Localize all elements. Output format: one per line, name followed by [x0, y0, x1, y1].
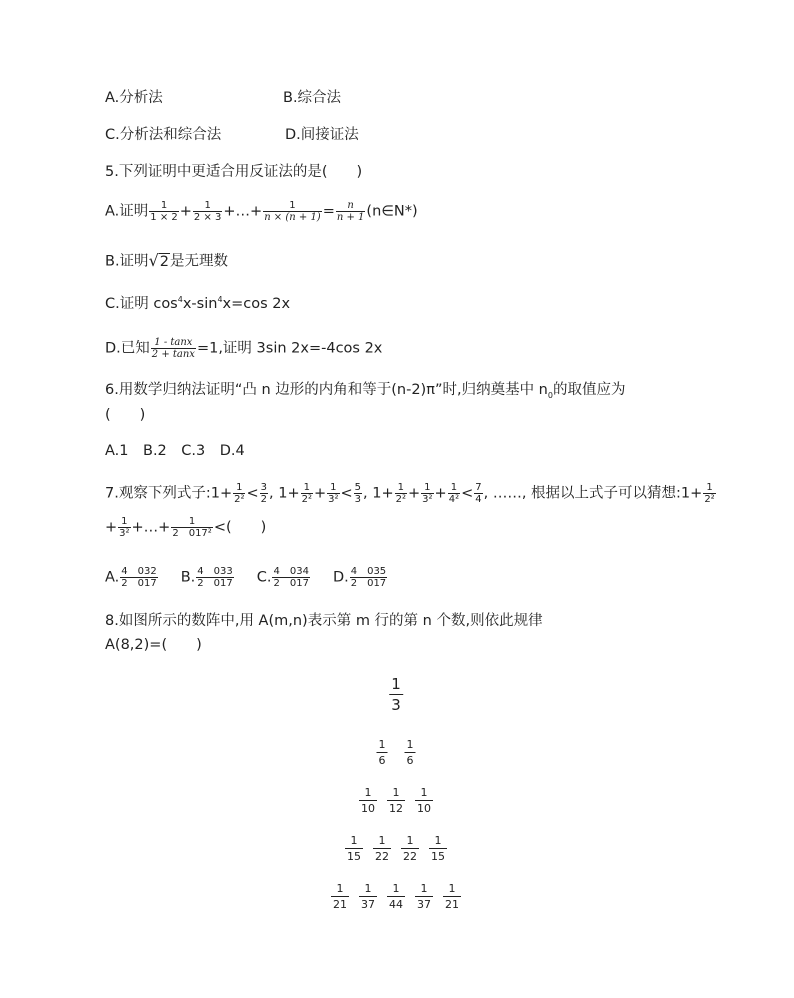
fraction-numerator: 1: [350, 834, 358, 847]
q5-option-c: [105, 295, 290, 313]
q5-option-a: [105, 200, 418, 223]
q7-e2-rhs: $\frac{5}{3}$: [354, 482, 362, 505]
q4-option-c: C.分析法和综合法: [105, 127, 222, 143]
q7-d-frac: $\frac{4 035}{2 017}$: [350, 566, 387, 589]
q7-prefix: 7.观察下列式子:1+: [105, 485, 233, 502]
q5-c-mid: x-sin: [182, 296, 218, 312]
q7-line2: [105, 516, 266, 539]
q5-b-tail: 是无理数: [170, 253, 228, 270]
q7-l2-mid: +…+: [131, 519, 171, 536]
q5-b-prefix: B.证明: [105, 253, 149, 270]
fraction-denominator: 37: [361, 898, 375, 911]
triangle-fraction: [429, 834, 447, 863]
q7-e2-plus: +: [313, 485, 327, 502]
sqrt-symbol: √2: [148, 251, 169, 270]
fraction-numerator: 1: [434, 834, 442, 847]
q5-a-tail: (n∈N*): [366, 203, 418, 220]
q4-option-b: B.综合法: [283, 90, 342, 106]
q8-stem: 8.如图所示的数阵中,用 A(m,n)表示第 m 行的第 n 个数,则依此规律: [105, 613, 543, 629]
fraction-denominator: 21: [445, 898, 459, 911]
q5-c-prefix: C.证明 cos: [105, 296, 178, 312]
q6-subscript: 0: [547, 390, 553, 400]
q5-a-eq: =: [322, 203, 335, 220]
fraction-numerator: 1: [391, 675, 401, 693]
q7-a-frac: $\frac{4 032}{2 017}$: [121, 566, 157, 589]
fraction-denominator: 44: [389, 898, 403, 911]
fraction-numerator: 1: [378, 738, 386, 751]
q7-l2-frac1: $\frac{1}{\text{3²}}$: [119, 516, 130, 539]
fraction-denominator: 22: [375, 850, 389, 863]
fraction-numerator: 1: [448, 882, 456, 895]
fraction-denominator: 10: [361, 802, 375, 815]
q6-options: A.1 B.2 C.3 D.4: [105, 443, 245, 459]
fraction-denominator: 12: [389, 802, 403, 815]
triangle-fraction: [359, 786, 377, 815]
q5-a-plus: +: [179, 203, 192, 220]
q5-a-mid: +…+: [223, 203, 263, 220]
triangle-fraction: [443, 882, 461, 911]
q7-e3-rhs: $\frac{7}{4}$: [475, 482, 482, 505]
triangle-fraction: [401, 834, 419, 863]
fraction-denominator: 22: [403, 850, 417, 863]
q5-a-frac1: $\frac{1}{1 \times 2}$: [150, 200, 178, 223]
q5-d-tail: =1,证明 3sin 2x=-4cos 2x: [196, 340, 383, 357]
q6-stem-text: 6.用数学归纳法证明“凸 n 边形的内角和等于(n-2)π”时,归纳奠基中 n: [105, 382, 548, 398]
q7-a-label: A.: [105, 569, 120, 586]
q4-option-a: A.分析法: [105, 90, 163, 106]
fraction-denominator: 37: [417, 898, 431, 911]
q7-sep1: , 1+: [269, 485, 300, 502]
triangle-fraction: [387, 786, 405, 815]
triangle-fraction: [405, 738, 416, 767]
q7-t-frac: $\frac{1}{\text{2²}}$: [704, 482, 715, 505]
fraction-denominator: 15: [347, 850, 361, 863]
fraction-denominator: 6: [378, 754, 386, 767]
triangle-fraction: [359, 882, 377, 911]
fraction-denominator: 21: [333, 898, 347, 911]
q7-l2-plus: +: [105, 519, 118, 536]
q7-l2-tail: <( ): [213, 519, 267, 536]
q4-option-d: D.间接证法: [285, 127, 359, 143]
q7-e3-lt: <: [461, 485, 474, 502]
q6-answer-paren: ( ): [105, 407, 146, 423]
q5-c-tail: x=cos 2x: [222, 296, 291, 312]
q6-stem-tail: 的取值应为: [552, 382, 626, 398]
q7-e3-frac1: $\frac{1}{\text{2²}}$: [395, 482, 407, 505]
q7-e1-lt: <: [246, 485, 259, 502]
q7-d-label: D.: [332, 569, 349, 586]
q5-stem: 5.下列证明中更适合用反证法的是( ): [105, 164, 363, 180]
q7-e3-plus2: +: [434, 485, 447, 502]
fraction-numerator: 1: [406, 738, 414, 751]
fraction-numerator: 1: [364, 786, 372, 799]
q8-stem-2: A(8,2)=( ): [105, 637, 202, 653]
triangle-fraction: [345, 834, 363, 863]
triangle-fraction: [415, 786, 433, 815]
triangle-fraction: [373, 834, 391, 863]
q5-a-frac4: $\frac{n}{n + 1}$: [336, 200, 365, 223]
q5-option-d: [105, 337, 382, 360]
fraction-numerator: 1: [364, 882, 372, 895]
fraction-numerator: 1: [420, 786, 428, 799]
q6-stem: [105, 381, 625, 399]
q7-e1-rhs: $\frac{3}{2}$: [260, 482, 268, 505]
q7-e2-frac2: $\frac{1}{\text{3²}}$: [328, 482, 339, 505]
fraction-numerator: 1: [392, 882, 400, 895]
triangle-fraction: [389, 675, 403, 714]
fraction-numerator: 1: [420, 882, 428, 895]
q7-e2-frac1: $\frac{1}{\text{2²}}$: [301, 482, 312, 505]
q7-e1-frac: $\frac{1}{\text{2²}}$: [234, 482, 245, 505]
triangle-fraction: [387, 882, 405, 911]
fraction-numerator: 1: [336, 882, 344, 895]
q5-a-prefix: A.证明: [105, 203, 149, 220]
q7-tail: , ……, 根据以上式子可以猜想:1+: [483, 485, 703, 502]
q7-line1: [105, 482, 717, 505]
q5-c-exp2: 4: [217, 295, 223, 305]
q7-options: [105, 566, 388, 589]
q7-e3-frac3: $\frac{1}{\text{4²}}$: [448, 482, 460, 505]
q7-sep2: , 1+: [363, 485, 394, 502]
q5-d-prefix: D.已知: [105, 340, 150, 357]
q7-l2-frac2: $\frac{1}{\text{2 017²}}$: [172, 516, 212, 539]
fraction-denominator: 10: [417, 802, 431, 815]
fraction-denominator: 15: [431, 850, 445, 863]
q5-a-frac3: $\frac{1}{n \times (n + 1)}$: [264, 200, 321, 223]
q7-c-label: C.: [256, 569, 272, 586]
q7-b-label: B.: [180, 569, 196, 586]
triangle-fraction: [331, 882, 349, 911]
q7-e3-plus1: +: [408, 485, 421, 502]
triangle-fraction: [415, 882, 433, 911]
q7-e3-frac2: $\frac{1}{\text{3²}}$: [422, 482, 433, 505]
fraction-numerator: 1: [406, 834, 414, 847]
q5-d-frac: $\frac{1 - \tan x}{2 + \tan x}$: [151, 337, 195, 360]
q5-a-frac2: $\frac{1}{2 \times 3}$: [193, 200, 222, 223]
q7-c-frac: $\frac{4 034}{2 017}$: [273, 566, 309, 589]
fraction-denominator: 6: [406, 754, 414, 767]
fraction-denominator: 3: [391, 696, 401, 714]
triangle-fraction: [377, 738, 388, 767]
q5-option-b: [105, 252, 228, 271]
q5-c-exp1: 4: [177, 295, 183, 305]
fraction-numerator: 1: [392, 786, 400, 799]
q7-e2-lt: <: [340, 485, 353, 502]
q7-b-frac: $\frac{4 033}{2 017}$: [197, 566, 233, 589]
fraction-numerator: 1: [378, 834, 386, 847]
